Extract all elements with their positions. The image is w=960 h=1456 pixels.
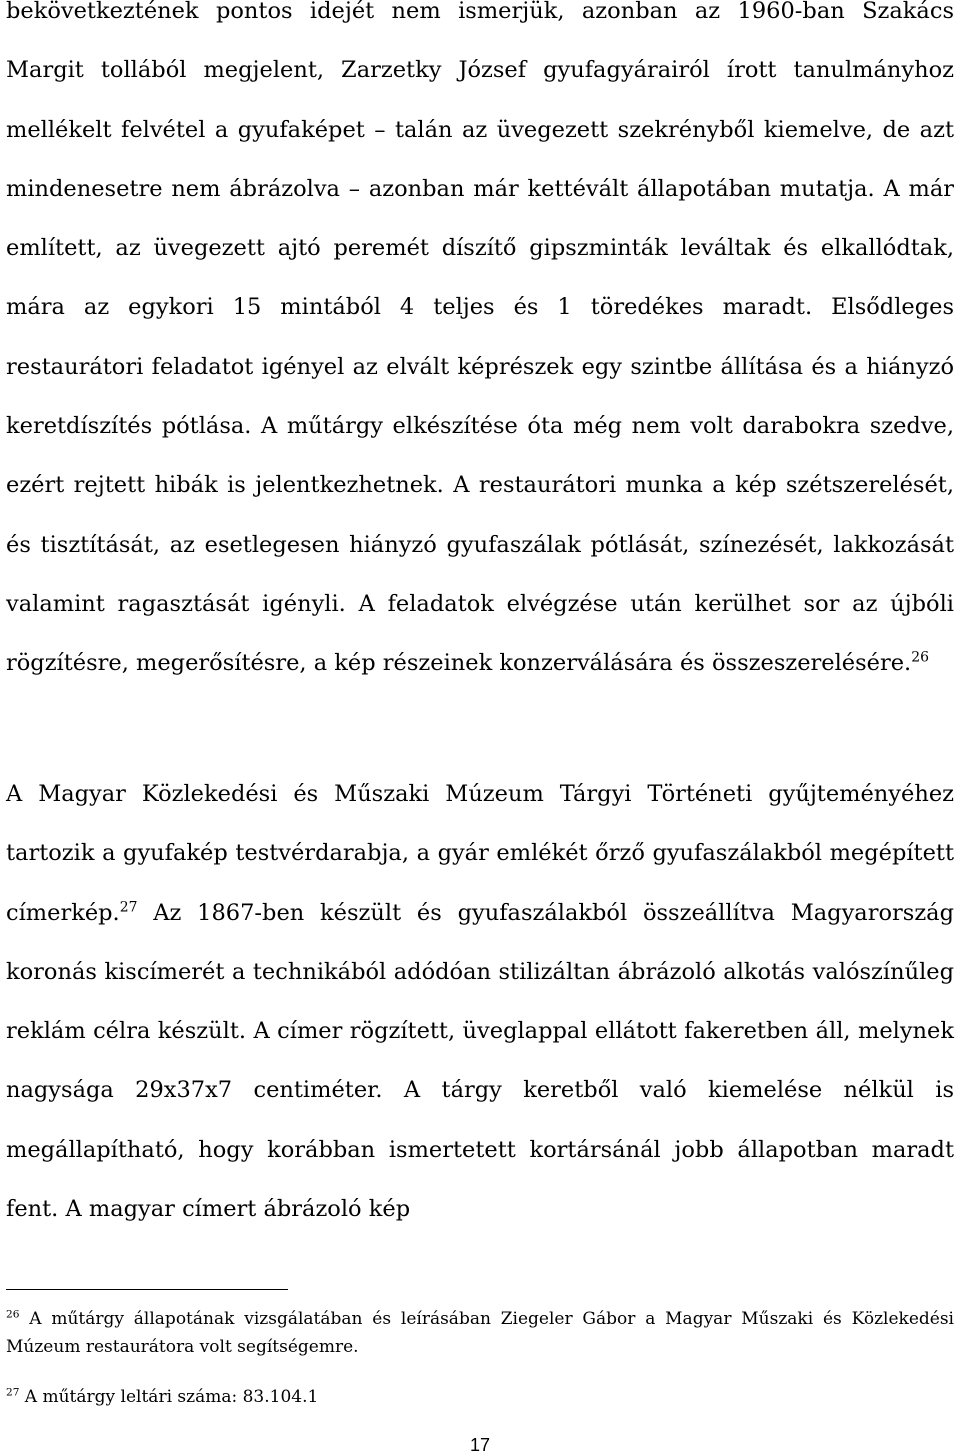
paragraph-text: A Magyar Közlekedési és Műszaki Múzeum Tárgyi Történeti gyűjteményéhez tartozik a gyufakép testvérdarabja, a gyár emlékét őrző gyufaszálakból megépített címerkép.	[6, 781, 954, 926]
footnote-text: A műtárgy állapotának vizsgálatában és leírásában Ziegeler Gábor a Magyar Műszaki és Közlekedési Múzeum restaurátora volt segítségemre.	[6, 1309, 954, 1357]
paragraph-text: Az 1867-ben készült és gyufaszálakból összeállítva Magyarország koronás kiscímerét a technikából adódóan stilizáltan ábrázoló alkotás valószínűleg reklám célra készült. A címer rögzített, üveglappal ellátott fakeretben áll, melynek nagysága 29x37x7 centiméter. A tárgy keretből való kiemelése nélkül is megállapítható, hogy korábban ismertetett kortársánál jobb állapotban maradt fent. A magyar címert ábrázoló kép	[6, 899, 954, 1223]
footnote-number: 26	[6, 1308, 20, 1321]
body-paragraph	[6, 0, 954, 694]
footnote	[6, 1305, 954, 1361]
footnote-text: A műtárgy leltári száma: 83.104.1	[19, 1387, 319, 1407]
footnote-reference[interactable]: 26	[911, 649, 929, 666]
footnote-separator	[6, 1289, 288, 1290]
footnote-number: 27	[6, 1386, 20, 1399]
paragraph-text: bekövetkeztének pontos idejét nem ismerjük, azonban az 1960-ban Szakács Margit tollából megjelent, Zarzetky József gyufagyárairól írott tanulmányhoz mellékelt felvétel a gyufaképet – talán az üvegezett szekrényből kiemelve, de azt mindenesetre nem ábrázolva – azonban már kettévált állapotában mutatja. A már említett, az üvegezett ajtó peremét díszítő gipszminták leváltak és elkallódtak, mára az egykori 15 mintából 4 teljes és 1 töredékes maradt. Elsődleges restaurátori feladatot igényel az elvált képrészek egy szintbe állítása és a hiányzó keretdíszítés pótlása. A műtárgy elkészítése óta még nem volt darabokra szedve, ezért rejtett hibák is jelentkezhetnek. A restaurátori munka a kép szétszerelését, és tisztítását, az esetlegesen hiányzó gyufaszálak pótlását, színezését, lakkozását valamint ragasztását igényli. A feladatok elvégzése után kerülhet sor az újbóli rögzítésre, megerősítésre, a kép részeinek konzerválására és összeszerelésére.	[6, 0, 954, 677]
body-paragraph	[6, 765, 954, 1239]
footnote	[6, 1383, 954, 1411]
page-number: 17	[469, 1435, 491, 1455]
footnote-reference[interactable]: 27	[119, 899, 138, 916]
